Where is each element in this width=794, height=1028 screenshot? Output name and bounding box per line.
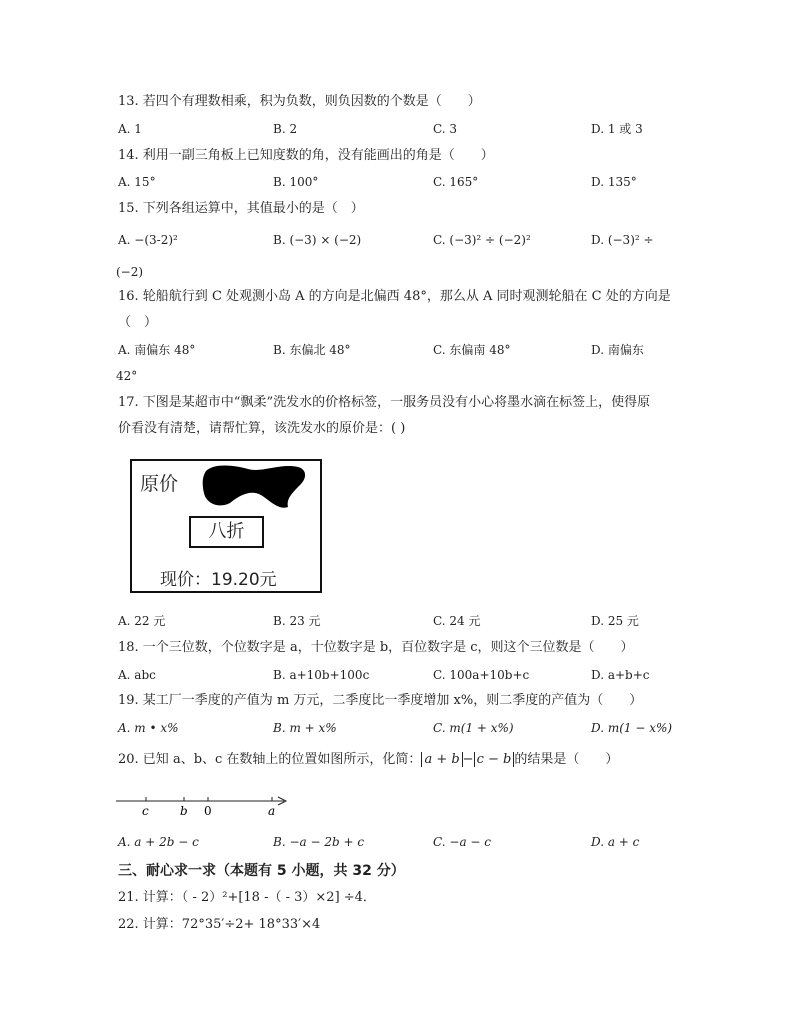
- q17-option-b: B. 23 元: [273, 614, 321, 628]
- question-19-stem: 19. 某工厂一季度的产值为 m 万元，二季度比一季度增加 x%，则二季度的产值为（ ）: [118, 693, 643, 708]
- number-line-figure: [116, 792, 296, 820]
- q15-option-b: B. (−3) × (−2): [273, 233, 362, 247]
- q13-option-d: D. 1 或 3: [591, 122, 643, 136]
- q13-option-a: A. 1: [118, 122, 142, 136]
- question-17-stem: 17. 下图是某超市中“飘柔”洗发水的价格标签，一服务员没有小心将墨水滴在标签上，使得原: [118, 395, 651, 410]
- question-16-stem-continued: （ ）: [118, 315, 158, 330]
- q20-option-b: B. −a − 2b + c: [273, 835, 365, 849]
- q20-option-a: A. a + 2b − c: [118, 835, 199, 849]
- question-15-stem: 15. 下列各组运算中，其值最小的是（ ）: [118, 201, 364, 216]
- question-16-stem: 16. 轮船航行到 C 处观测小岛 A 的方向是北偏西 48°，那么从 A 同时观测轮船在 C 处的方向是: [118, 289, 671, 304]
- price-tag-discount-label: 八折: [189, 516, 264, 548]
- q18-option-b: B. a+10b+100c: [273, 668, 370, 682]
- q20-option-d: D. a + c: [591, 835, 640, 849]
- q18-option-c: C. 100a+10b+c: [433, 668, 530, 682]
- q15-option-c: C. (−3)² ÷ (−2)²: [433, 233, 531, 247]
- q14-option-d: D. 135°: [591, 175, 637, 189]
- question-14-stem: 14. 利用一副三角板上已知度数的角，没有能画出的角是（ ）: [118, 148, 494, 163]
- axis-label-a: a: [268, 804, 276, 818]
- q17-option-d: D. 25 元: [591, 614, 639, 628]
- q17-option-a: A. 22 元: [118, 614, 166, 628]
- q15-option-a: A. −(3-2)²: [118, 233, 178, 247]
- q19-option-b: B. m + x%: [273, 721, 337, 735]
- q16-option-d-continued: 42°: [116, 369, 138, 383]
- q16-option-c: C. 东偏南 48°: [433, 343, 511, 357]
- q14-option-a: A. 15°: [118, 175, 156, 189]
- abs-expression-1: a + b: [421, 752, 462, 767]
- question-18-stem: 18. 一个三位数，个位数字是 a，十位数字是 b，百位数字是 c，则这个三位数是（ ）: [118, 640, 634, 655]
- q18-option-d: D. a+b+c: [591, 668, 650, 682]
- price-tag-figure: [130, 459, 322, 593]
- q16-option-b: B. 东偏北 48°: [273, 343, 351, 357]
- q13-option-c: C. 3: [433, 122, 458, 136]
- q14-option-c: C. 165°: [433, 175, 479, 189]
- minus-sign: −: [462, 752, 474, 767]
- question-20-stem-text: 20. 已知 a、b、c 在数轴上的位置如图所示，化简：: [118, 752, 422, 767]
- question-13-stem: 13. 若四个有理数相乘，积为负数，则负因数的个数是（ ）: [118, 94, 481, 109]
- price-tag-original-label: 原价: [140, 473, 179, 495]
- question-21: 21. 计算：（ - 2）²+[18 -（ - 3）×2] ÷4．: [118, 890, 376, 905]
- axis-label-0: 0: [204, 804, 212, 818]
- question-20-stem: [118, 752, 618, 768]
- q13-option-b: B. 2: [273, 122, 298, 136]
- question-22: 22. 计算：72°35′÷2+ 18°33′×4: [118, 917, 321, 932]
- abs-expression-2: c − b: [474, 752, 515, 767]
- axis-label-b: b: [180, 804, 188, 818]
- q20-option-c: C. −a − c: [433, 835, 491, 849]
- q19-option-d: D. m(1 − x%): [591, 721, 673, 735]
- axis-label-c: c: [142, 804, 149, 818]
- ink-blot-icon: [200, 463, 310, 511]
- price-tag-current-price: 现价：19.20元: [160, 570, 277, 590]
- q17-option-c: C. 24 元: [433, 614, 481, 628]
- question-17-stem-continued: 价看没有清楚，请帮忙算，该洗发水的原价是：( ): [118, 421, 406, 436]
- q16-option-d: D. 南偏东: [591, 343, 644, 357]
- q18-option-a: A. abc: [118, 668, 156, 682]
- q19-option-a: A. m • x%: [118, 721, 179, 735]
- question-20-stem-end: 的结果是（ ）: [514, 752, 619, 767]
- section-3-heading: 三、耐心求一求（本题有 5 小题，共 32 分）: [118, 863, 405, 879]
- q15-option-d: D. (−3)² ÷: [591, 233, 654, 247]
- q14-option-b: B. 100°: [273, 175, 319, 189]
- q15-option-d-continued: (−2): [116, 265, 144, 279]
- q16-option-a: A. 南偏东 48°: [118, 343, 196, 357]
- q19-option-c: C. m(1 + x%): [433, 721, 514, 735]
